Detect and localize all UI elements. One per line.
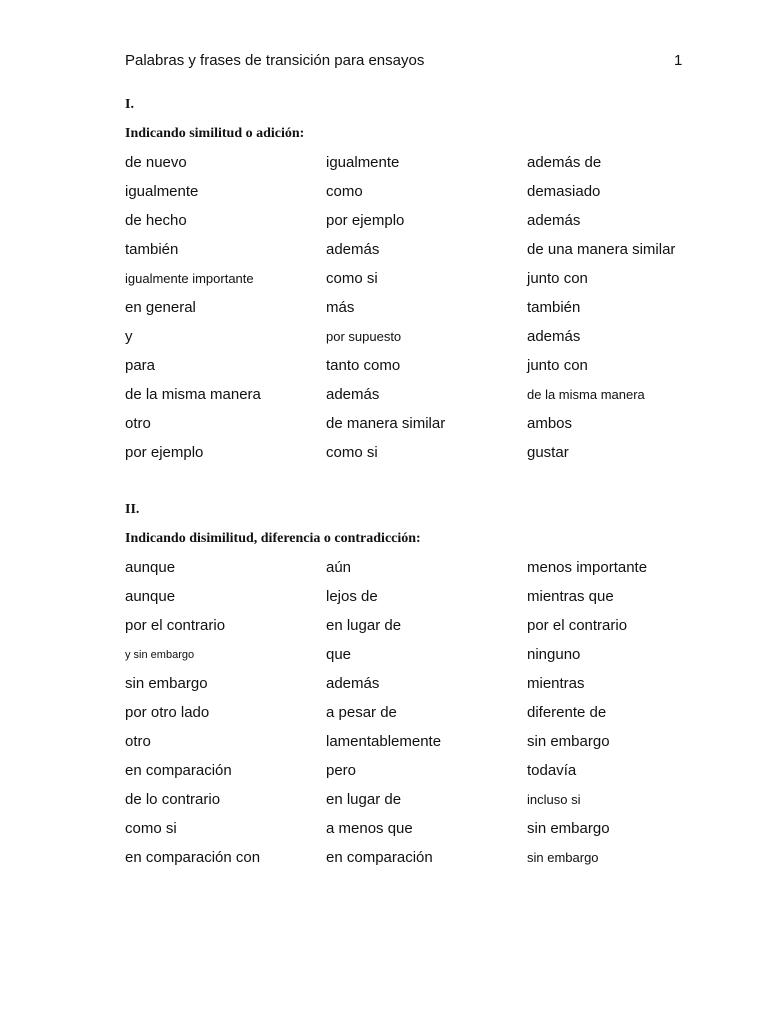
table-row xyxy=(125,385,705,414)
table-cell: pero xyxy=(326,762,357,779)
section-numeral: I. xyxy=(125,97,134,112)
table-cell: como si xyxy=(125,820,177,837)
table-row xyxy=(125,356,705,385)
table-cell: sin embargo xyxy=(527,850,599,865)
table-row xyxy=(125,587,705,616)
table-row xyxy=(125,327,705,356)
table-cell: menos importante xyxy=(527,559,648,576)
table-row xyxy=(125,182,705,211)
table-row xyxy=(125,819,705,848)
page-number: 1 xyxy=(674,52,683,69)
page-header-title: Palabras y frases de transición para ensayos xyxy=(125,52,425,69)
table-cell: tanto como xyxy=(326,357,401,374)
table-row xyxy=(125,732,705,761)
table-cell: además de xyxy=(527,154,602,171)
table-cell: como xyxy=(326,183,363,200)
table-cell: y xyxy=(125,328,133,345)
table-cell: sin embargo xyxy=(527,733,610,750)
table-cell: que xyxy=(326,646,352,663)
table-cell: además xyxy=(326,675,380,692)
table-cell: en general xyxy=(125,299,196,316)
table-cell: ambos xyxy=(527,415,573,432)
table-row xyxy=(125,414,705,443)
table-cell: de lo contrario xyxy=(125,791,221,808)
table-row xyxy=(125,674,705,703)
table-cell: lejos de xyxy=(326,588,378,605)
table-row xyxy=(125,153,705,182)
table-cell: y sin embargo xyxy=(125,649,195,661)
table-cell: en lugar de xyxy=(326,617,402,634)
table-cell: de nuevo xyxy=(125,154,187,171)
table-cell: aunque xyxy=(125,559,176,576)
table-cell: lamentablemente xyxy=(326,733,442,750)
table-cell: aún xyxy=(326,559,352,576)
table-cell: junto con xyxy=(527,357,588,374)
table-cell: en comparación con xyxy=(125,849,261,866)
table-cell: diferente de xyxy=(527,704,607,721)
table-cell: en comparación xyxy=(125,762,232,779)
table-cell: por ejemplo xyxy=(125,444,204,461)
table-row xyxy=(125,443,705,472)
table-cell: además xyxy=(326,241,380,258)
table-cell: otro xyxy=(125,733,151,750)
table-row xyxy=(125,645,705,674)
table-cell: a menos que xyxy=(326,820,413,837)
table-cell: mientras que xyxy=(527,588,614,605)
table-cell: por supuesto xyxy=(326,329,402,344)
table-cell: por el contrario xyxy=(125,617,226,634)
table-cell: para xyxy=(125,357,156,374)
table-cell: de una manera similar xyxy=(527,241,676,258)
table-cell: mientras xyxy=(527,675,585,692)
table-cell: también xyxy=(125,241,179,258)
table-cell: de manera similar xyxy=(326,415,446,432)
table-cell: incluso si xyxy=(527,792,581,807)
table-cell: de la misma manera xyxy=(527,387,645,402)
table-cell: junto con xyxy=(527,270,588,287)
table-row xyxy=(125,761,705,790)
table-row xyxy=(125,616,705,645)
table-cell: como si xyxy=(326,444,378,461)
table-cell: demasiado xyxy=(527,183,601,200)
table-cell: sin embargo xyxy=(125,675,208,692)
table-row xyxy=(125,703,705,732)
table-cell: igualmente xyxy=(326,154,400,171)
table-cell: sin embargo xyxy=(527,820,610,837)
table-cell: a pesar de xyxy=(326,704,397,721)
table-cell: en comparación xyxy=(326,849,433,866)
table-row xyxy=(125,298,705,327)
table-cell: por otro lado xyxy=(125,704,210,721)
table-row xyxy=(125,269,705,298)
table-cell: en lugar de xyxy=(326,791,402,808)
table-cell: igualmente xyxy=(125,183,199,200)
table-cell: todavía xyxy=(527,762,577,779)
table-row xyxy=(125,240,705,269)
table-cell: más xyxy=(326,299,355,316)
table-row xyxy=(125,211,705,240)
section-title: Indicando disimilitud, diferencia o contradicción: xyxy=(125,531,421,546)
table-cell: igualmente importante xyxy=(125,271,254,286)
table-cell: de hecho xyxy=(125,212,187,229)
section-numeral: II. xyxy=(125,502,140,517)
table-cell: como si xyxy=(326,270,378,287)
table-row xyxy=(125,558,705,587)
table-row xyxy=(125,848,705,877)
table-cell: además xyxy=(527,212,581,229)
table-cell: también xyxy=(527,299,581,316)
table-cell: de la misma manera xyxy=(125,386,261,403)
table-cell: por ejemplo xyxy=(326,212,405,229)
section-title: Indicando similitud o adición: xyxy=(125,126,305,141)
table-cell: aunque xyxy=(125,588,176,605)
table-cell: gustar xyxy=(527,444,569,461)
table-cell: además xyxy=(527,328,581,345)
table-cell: otro xyxy=(125,415,151,432)
table-cell: ninguno xyxy=(527,646,581,663)
table-row xyxy=(125,790,705,819)
word-table xyxy=(125,558,705,877)
word-table xyxy=(125,153,705,472)
table-cell: por el contrario xyxy=(527,617,628,634)
table-cell: además xyxy=(326,386,380,403)
